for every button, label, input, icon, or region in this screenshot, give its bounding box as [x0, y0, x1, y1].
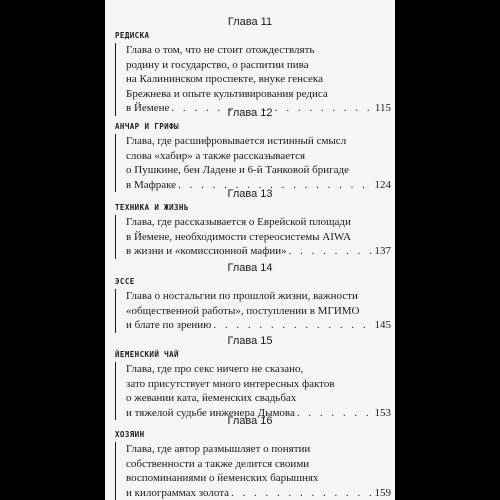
description-line: родину и государство, о распитии пива	[126, 58, 309, 71]
toc-page	[105, 0, 395, 500]
toc-entry-chapter-12[interactable]	[105, 107, 395, 192]
page-number[interactable]: 124	[374, 178, 391, 191]
toc-entry-chapter-14[interactable]	[105, 262, 395, 333]
page-number[interactable]: 115	[374, 102, 391, 114]
description-line: «общественной работы», поступлении в МГИМО	[126, 304, 360, 317]
toc-entry-chapter-13[interactable]	[105, 188, 395, 259]
chapter-subtitle: РЕДИСКА	[115, 31, 150, 40]
chapter-description	[115, 442, 391, 500]
description-line: в Йемене	[126, 102, 170, 114]
description-last-line	[126, 244, 391, 259]
chapter-description	[115, 43, 391, 116]
description-line: воспоминаниями о йеменских барышнях	[126, 472, 319, 484]
description-line: собственности а также делится своими	[126, 457, 310, 470]
description-line: в Йемене, необходимости стереосистемы AIWA	[126, 230, 352, 243]
description-line: и блате по зрению	[126, 319, 212, 331]
description-last-line	[126, 486, 391, 500]
toc-entry-chapter-15[interactable]	[105, 335, 395, 420]
description-line: Глава о ностальгии по прошлой жизни, важности	[126, 290, 358, 302]
chapter-subtitle: ЭССЕ	[115, 277, 135, 286]
description-line: Глава о том, что не стоит отождествлять	[126, 44, 315, 56]
toc-entry-chapter-16[interactable]	[105, 415, 395, 500]
page-number[interactable]: 159	[374, 486, 391, 499]
description-line: в Мафраке	[126, 178, 177, 191]
dot-leader	[213, 318, 372, 333]
chapter-subtitle: ХОЗЯИН	[115, 430, 145, 439]
toc-entry-chapter-11[interactable]	[105, 16, 395, 116]
description-line: и килограммах золота	[126, 486, 230, 499]
description-line: о Пушкине, бен Ладене и 6-й Танковой бригаде	[126, 164, 350, 176]
description-line: о жевании ката, йеменских свадьбах	[126, 392, 297, 404]
description-last-line	[126, 318, 391, 333]
description-line: Глава, где расшифровывается истинный смысл	[126, 135, 347, 147]
description-line: Брежнева и опыте культивирования редиса	[126, 87, 328, 100]
chapter-heading: Глава 12	[227, 107, 273, 119]
description-line: и тяжелой судьбе инженера Дымова	[126, 406, 295, 419]
description-line: зато присутствует много интересных фактов	[126, 377, 335, 390]
chapter-heading: Глава 14	[227, 262, 273, 274]
description-line: на Калининском проспекте, внуке генсека	[126, 73, 323, 85]
chapter-description	[115, 134, 391, 192]
description-line: Глава, где автор размышляет о понятии	[126, 443, 311, 455]
page-number[interactable]: 145	[374, 319, 391, 331]
chapter-description	[115, 289, 391, 333]
dot-leader	[231, 486, 372, 500]
chapter-subtitle: ТЕХНИКА И ЖИЗНЬ	[115, 203, 189, 212]
description-line: в жизни и «комиссионной мафии»	[126, 245, 287, 257]
chapter-subtitle: АНЧАР И ГРИФЫ	[115, 122, 179, 131]
chapter-description	[115, 215, 391, 259]
page-number[interactable]: 153	[374, 406, 391, 419]
page-number[interactable]: 137	[374, 245, 391, 257]
chapter-subtitle: ЙЕМЕНСКИЙ ЧАЙ	[115, 350, 179, 359]
dot-leader	[289, 244, 373, 259]
chapter-heading: Глава 16	[227, 415, 273, 427]
chapter-heading: Глава 15	[227, 335, 273, 347]
description-line: Глава, где про секс ничего не сказано,	[126, 363, 304, 375]
chapter-description	[115, 362, 391, 420]
description-line: Глава, где рассказывается о Еврейской площади	[126, 216, 351, 228]
description-line: слова «хабир» а также рассказывается	[126, 149, 306, 162]
chapter-heading: Глава 13	[227, 188, 273, 200]
chapter-heading: Глава 11	[227, 16, 273, 28]
